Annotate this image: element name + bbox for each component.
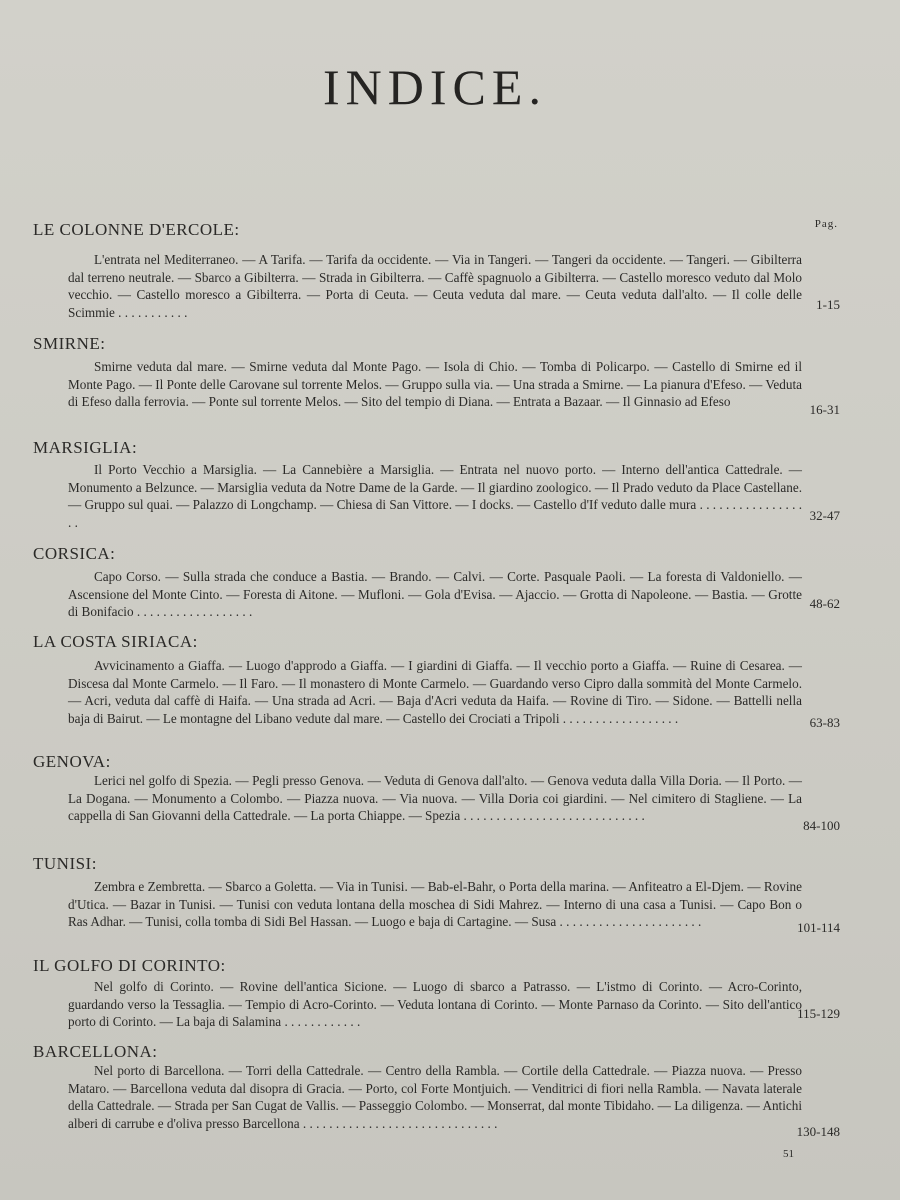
page-range: 1-15 [816, 297, 840, 312]
section-entries [68, 461, 802, 531]
section-entries [68, 1062, 802, 1132]
entry-text: Il Porto Vecchio a Marsiglia. — La Cannebière a Marsiglia. — Entrata nel nuovo porto. — Interno dell'antica Cattedrale. — Monumento a Belzunce. — Marsiglia veduta da Notre Dame de la Garde. — Il giardino zoologico. — Il Prado veduto da Place Castellane. — Gruppo sul quai. — Palazzo di Longchamp. — Chiesa di San Vittore. — I docks. — Castello d'If veduto dalle mura . . . . . . . . . . . . . . . . . . [68, 462, 802, 530]
page-range: 63-83 [809, 715, 840, 730]
page-number: 51 [783, 1148, 794, 1160]
section-entries [68, 978, 802, 1031]
section-heading: SMIRNE: [33, 334, 106, 353]
section-heading: IL GOLFO DI CORINTO: [33, 956, 226, 975]
page-range: 101-114 [797, 920, 840, 935]
entry-text: Capo Corso. — Sulla strada che conduce a Bastia. — Brando. — Calvi. — Corte. Pasquale Paoli. — La foresta di Valdoniello. — Ascensione del Monte Cinto. — Foresta di Aitone. — Mufloni. — Gola d'Evisa. — Ajaccio. — Grotta di Napoleone. — Bastia. — Grotte di Bonifacio . . . . . . . . . . . . . . . . . . [68, 569, 802, 619]
section-heading: MARSIGLIA: [33, 438, 138, 457]
section-entries [68, 251, 802, 321]
section-heading: BARCELLONA: [33, 1042, 158, 1061]
entry-text: Lerici nel golfo di Spezia. — Pegli presso Genova. — Veduta di Genova dall'alto. — Genova veduta dalla Villa Doria. — Il Porto. — La Dogana. — Monumento a Colombo. — Piazza nuova. — Via nuova. — Villa Doria coi giardini. — Nel cimitero di Stagliene. — La cappella di San Giovanni della Cattedrale. — La porta Chiappe. — Spezia . . . . . . . . . . . . . . . . . . . . . . . . . . . . [68, 773, 802, 823]
section-heading: LA COSTA SIRIACA: [33, 632, 198, 651]
page-range: 84-100 [803, 818, 840, 833]
entry-text: Avvicinamento a Giaffa. — Luogo d'approdo a Giaffa. — I giardini di Giaffa. — Il vecchio porto a Giaffa. — Ruine di Cesarea. — Discesa dal Monte Carmelo. — Il Faro. — Il monastero di Monte Carmelo. — Guardando verso Cipro dalla sommità del Monte Carmelo. — Acri, veduta dal caffè di Haifa. — Una strada ad Acri. — Baja d'Acri veduta da Haifa. — Rovine di Tiro. — Sidone. — Battelli nella baja di Bairut. — Le montagne del Libano vedute dal mare. — Castello dei Crociati a Tripoli . . . . . . . . . . . . . . . . . . [68, 658, 802, 726]
section-heading: LE COLONNE D'ERCOLE: [33, 220, 240, 239]
entry-text: Zembra e Zembretta. — Sbarco a Goletta. — Via in Tunisi. — Bab-el-Bahr, o Porta della marina. — Anfiteatro a El-Djem. — Rovine d'Utica. — Bazar in Tunisi. — Tunisi con veduta lontana della moschea di Sidi Mahrez. — Interno di una casa a Tunisi. — Capo Bon o Ras Adhar. — Tunisi, colla tomba di Sidi Bel Hassan. — Luogo e baja di Cartagine. — Susa . . . . . . . . . . . . . . . . . . . . . . [68, 879, 802, 929]
section-entries [68, 878, 802, 931]
entry-text: Smirne veduta dal mare. — Smirne veduta dal Monte Pago. — Isola di Chio. — Tomba di Policarpo. — Castello di Smirne ed il Monte Pago. — Il Ponte delle Carovane sul torrente Melos. — Gruppo sulla via. — Una strada a Smirne. — La pianura d'Efeso. — Veduta di Efeso dalla ferrovia. — Ponte sul torrente Melos. — Sito del tempio di Diana. — Entrata a Bazaar. — Il Ginnasio ad Efeso [68, 359, 802, 409]
section-heading: CORSICA: [33, 544, 116, 563]
pag-column-label: Pag. [814, 218, 838, 230]
section-entries [68, 358, 802, 411]
page-range: 48-62 [809, 596, 840, 611]
page-range: 130-148 [796, 1124, 840, 1139]
section-entries [68, 772, 802, 825]
page-title: INDICE. [323, 59, 547, 115]
page-range: 32-47 [809, 508, 840, 523]
entry-text: Nel golfo di Corinto. — Rovine dell'antica Sicione. — Luogo di sbarco a Patrasso. — L'istmo di Corinto. — Acro-Corinto, guardando verso la Tessaglia. — Tempio di Acro-Corinto. — Veduta lontana di Corinto. — Monte Parnaso da Corinto. — Sito dell'antico porto di Corinto. — La baja di Salamina . . . . . . . . . . . . [68, 979, 802, 1029]
section-heading: GENOVA: [33, 752, 111, 771]
section-entries [68, 568, 802, 621]
section-entries [68, 657, 802, 727]
page-range: 115-129 [797, 1006, 840, 1021]
page-range: 16-31 [809, 402, 840, 417]
section-heading: TUNISI: [33, 854, 97, 873]
entry-text: Nel porto di Barcellona. — Torri della Cattedrale. — Centro della Rambla. — Cortile della Cattedrale. — Piazza nuova. — Presso Mataro. — Barcellona veduta dal disopra di Gracia. — Porto, col Forte Montjuich. — Venditrici di fiori nella Rambla. — Navata laterale della Cattedrale. — Strada per San Cugat de Vallis. — Passeggio Colombo. — Monserrat, dal monte Tibidaho. — La diligenza. — Antichi alberi di carrube e d'oliva presso Barcellona . . . . . . . . . . . . . . . . . . . . . . . . . . . . . . [68, 1063, 802, 1131]
entry-text: L'entrata nel Mediterraneo. — A Tarifa. — Tarifa da occidente. — Via in Tangeri. — Tangeri da occidente. — Tangeri. — Gibilterra dal terreno neutrale. — Sbarco a Gibilterra. — Strada in Gibilterra. — Caffè spagnuolo a Gibilterra. — Castello moresco veduto dal Molo vecchio. — Castello moresco a Gibilterra. — Porta di Ceuta. — Ceuta veduta dal mare. — Ceuta veduta dall'alto. — Il colle delle Scimmie . . . . . . . . . . . [68, 252, 802, 320]
